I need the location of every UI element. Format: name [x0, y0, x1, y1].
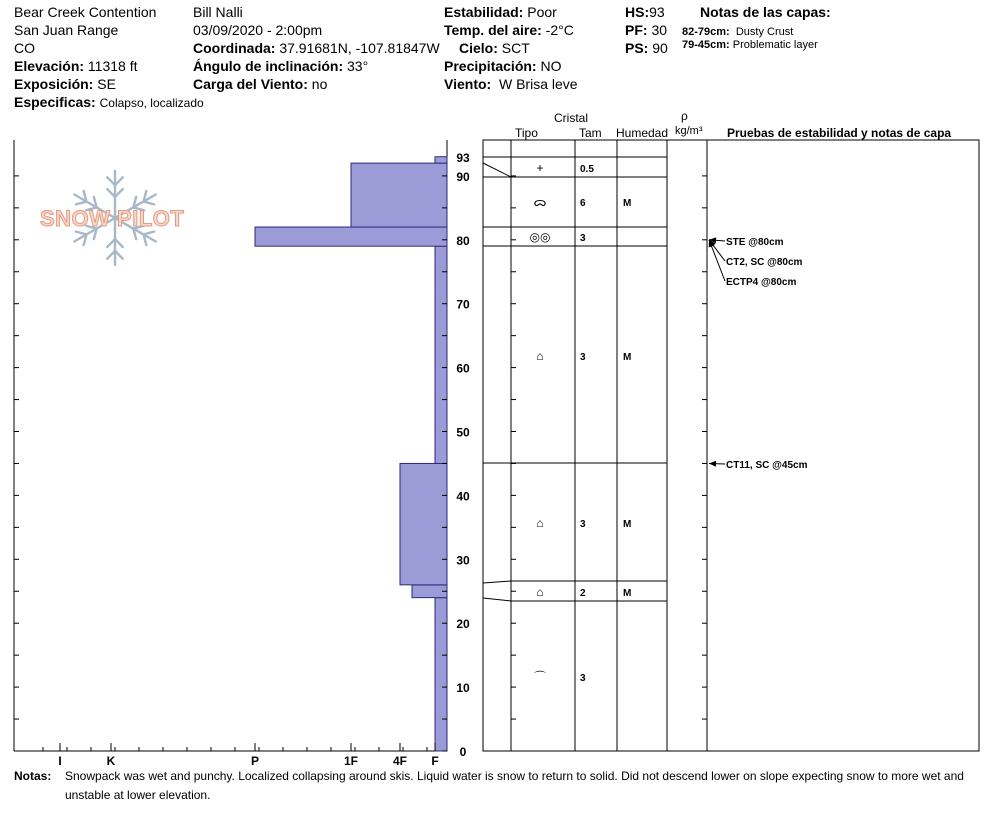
aspect-value: SE	[97, 76, 116, 92]
stability-test-label: ECTP4 @80cm	[726, 277, 797, 288]
crystal-symbol-icon: +	[536, 161, 544, 175]
crystal-size: 6	[580, 198, 586, 209]
crystal-header: Cristal	[554, 111, 589, 125]
crystal-size: 3	[580, 519, 586, 530]
crystal-size: 3	[580, 673, 586, 684]
wind-label: Viento:	[444, 76, 492, 92]
crystal-size: 3	[580, 233, 586, 244]
crystal-symbol-icon: ◎◎	[529, 230, 551, 244]
moisture-value: M	[623, 519, 632, 530]
specifics-label: Especificas:	[14, 94, 96, 110]
elevation-label: Elevación:	[14, 58, 85, 74]
tests-header: Pruebas de estabilidad y notas de capa	[727, 126, 952, 140]
layer-note-text: Problematic layer	[732, 39, 818, 51]
depth-tick-label: 93	[456, 151, 470, 165]
hardness-bar	[400, 463, 447, 584]
moisture-header: Humedad	[616, 126, 669, 140]
sky-value: SCT	[501, 40, 530, 56]
hardness-tick-label: I	[58, 754, 62, 768]
layer-notes-title: Notas de las capas:	[700, 4, 831, 20]
pf-label: PF:	[625, 22, 648, 38]
notes-line-1: Snowpack was wet and punchy. Localized collapsing around skis. Liquid water is snow to return to solid. Did not descend lower on slope expecting snow to more wet and	[65, 769, 964, 783]
hardness-tick-label: K	[106, 754, 116, 768]
notes-label: Notas:	[14, 769, 52, 783]
depth-tick-label: 70	[456, 297, 470, 312]
stability-value: Poor	[527, 4, 557, 20]
precip-value: NO	[540, 58, 562, 74]
layer-note-text: Dusty Crust	[735, 26, 794, 38]
range-name: San Juan Range	[14, 22, 119, 38]
type-header: Tipo	[515, 126, 538, 140]
depth-tick-label: 20	[456, 617, 470, 632]
coordinate-value: 37.91681N, -107.81847W	[279, 40, 440, 56]
ps-label: PS:	[625, 40, 649, 56]
wind-load-label: Carga del Viento:	[193, 76, 308, 92]
specifics-value: Colapso, localizado	[99, 96, 204, 110]
wind-load-value: no	[311, 76, 328, 92]
depth-tick-label: 30	[456, 553, 470, 568]
hardness-bar	[255, 227, 447, 246]
depth-tick-label: 80	[456, 233, 470, 248]
layer-note-range: 82-79cm:	[682, 26, 730, 38]
crystal-symbol-icon: ⌂	[536, 585, 544, 599]
stability-test-label: STE @80cm	[726, 237, 784, 248]
depth-tick-label: 40	[456, 489, 470, 504]
air-temp-label: Temp. del aire:	[444, 22, 542, 38]
hardness-tick-label: P	[250, 754, 260, 768]
coordinate-label: Coordinada:	[193, 40, 276, 56]
hardness-bar	[435, 246, 447, 463]
crystal-size: 3	[580, 352, 586, 363]
stability-label: Estabilidad:	[444, 4, 524, 20]
crystal-symbol-icon: ᯅ	[533, 195, 547, 209]
crystal-size: 0.5	[580, 164, 594, 175]
crystal-symbol-icon: ⌂	[536, 349, 544, 363]
location-name: Bear Creek Contention	[14, 4, 157, 20]
density-symbol: ρ	[681, 109, 688, 123]
moisture-value: M	[623, 198, 632, 209]
hs-label: HS:	[625, 4, 650, 20]
wind-value: W Brisa leve	[498, 76, 578, 92]
hardness-bar	[435, 157, 447, 163]
density-unit: kg/m³	[675, 125, 703, 137]
pf-value: 30	[651, 22, 668, 38]
crystal-size: 2	[580, 588, 586, 599]
test-arrow-icon	[709, 460, 716, 466]
air-temp-value: -2°C	[545, 22, 574, 38]
logo-text: SNOW PILOT	[40, 206, 185, 231]
state-name: CO	[14, 40, 35, 56]
layer-note-range: 79-45cm:	[682, 39, 730, 51]
elevation-value: 11318 ft	[87, 58, 138, 74]
stability-test-label: CT11, SC @45cm	[726, 460, 808, 471]
depth-tick-label: 90	[456, 169, 470, 184]
observation-datetime: 03/09/2020 - 2:00pm	[193, 22, 323, 38]
hardness-tick-label: F	[431, 754, 439, 768]
layer-connector	[483, 163, 511, 177]
aspect-label: Exposición:	[14, 76, 94, 92]
stability-test-label: CT2, SC @80cm	[726, 257, 803, 268]
hardness-bar	[412, 585, 447, 598]
depth-tick-label: 0	[459, 745, 467, 759]
moisture-value: M	[623, 352, 632, 363]
hardness-tick-label: 1F	[343, 754, 359, 768]
crystal-symbol-icon: ⌒	[533, 670, 547, 684]
crystal-symbol-icon: ⌂	[536, 516, 544, 530]
sky-label: Cielo:	[459, 40, 498, 56]
slope-label: Ángulo de inclinación:	[193, 58, 344, 74]
hardness-bar	[435, 598, 447, 751]
precip-label: Precipitación:	[444, 58, 537, 74]
depth-tick-label: 50	[456, 425, 470, 440]
hardness-bar	[351, 163, 447, 227]
observer-name: Bill Nalli	[193, 4, 243, 20]
size-header: Tam	[579, 126, 602, 140]
hardness-tick-label: 4F	[392, 754, 408, 768]
moisture-value: M	[623, 588, 632, 599]
ps-value: 90	[652, 40, 668, 56]
layer-grid-frame	[483, 140, 979, 751]
notes-line-2: unstable at lower elevation.	[65, 788, 211, 802]
slope-value: 33°	[347, 58, 369, 74]
depth-tick-label: 60	[456, 361, 470, 376]
depth-tick-label: 10	[456, 681, 470, 696]
hs-value: 93	[649, 4, 665, 20]
